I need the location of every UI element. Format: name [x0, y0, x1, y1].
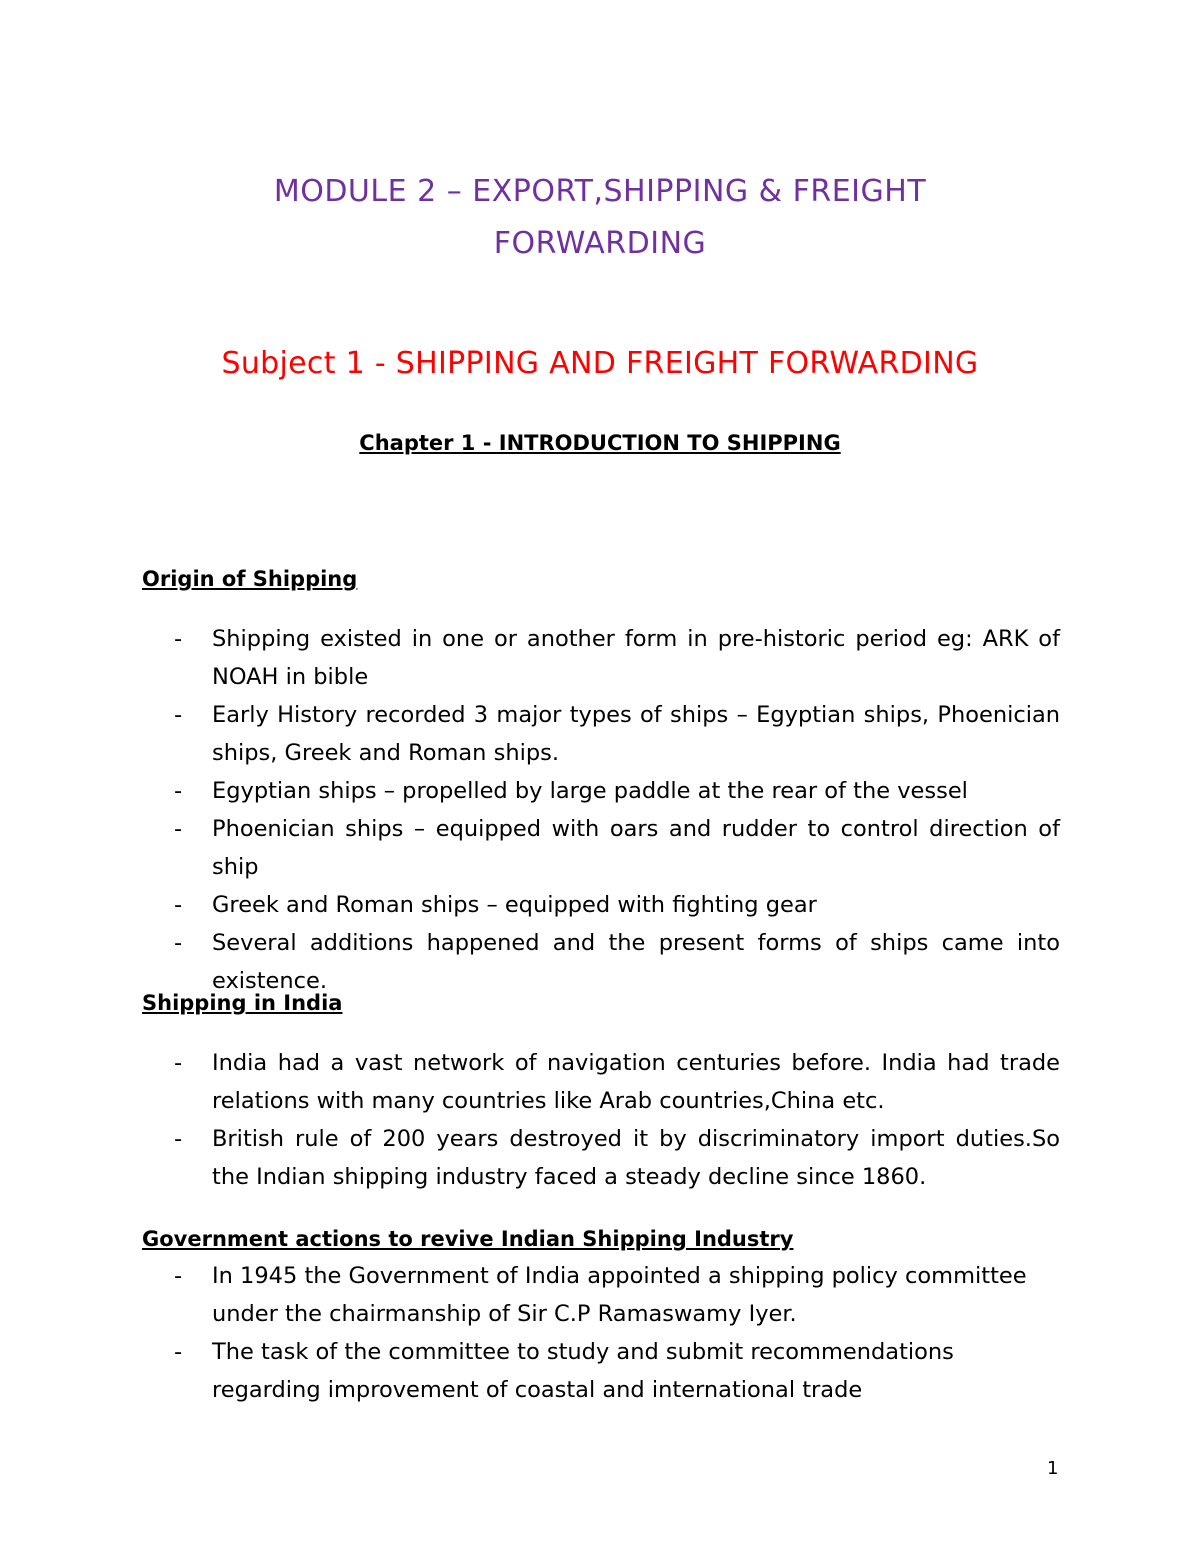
bullet-marker: -: [174, 816, 183, 842]
bullet-marker: -: [174, 778, 183, 804]
list-item-text: British rule of 200 years destroyed it by discriminatory import duties.So the Indian shipping industry faced a steady decline since 1860.: [212, 1126, 1060, 1190]
bullet-list-origin-of-shipping: [142, 620, 1060, 1000]
bullet-marker: -: [174, 702, 183, 728]
list-item-text: In 1945 the Government of India appointed a shipping policy committee under the chairmanship of Sir C.P Ramaswamy Iyer.: [212, 1263, 1027, 1327]
list-item-text: Egyptian ships – propelled by large paddle at the rear of the vessel: [212, 778, 968, 804]
bullet-marker: -: [174, 1339, 183, 1365]
bullet-list-government-actions: [142, 1257, 1060, 1409]
list-item: [142, 1120, 1060, 1196]
bullet-marker: -: [174, 626, 183, 652]
list-item: [142, 810, 1060, 886]
list-item-text: India had a vast network of navigation centuries before. India had trade relations with many countries like Arab countries,China etc.: [212, 1050, 1060, 1114]
list-item: [142, 620, 1060, 696]
module-title: MODULE 2 – EXPORT,SHIPPING & FREIGHT FORWARDING: [273, 174, 927, 261]
subject-title: Subject 1 - SHIPPING AND FREIGHT FORWARDING: [221, 346, 979, 381]
bullet-marker: -: [174, 1263, 183, 1289]
list-item-text: Greek and Roman ships – equipped with fighting gear: [212, 892, 817, 918]
section-heading-shipping-in-india: Shipping in India: [142, 991, 343, 1015]
list-item-text: The task of the committee to study and submit recommendations regarding improvement of coastal and international trade: [212, 1339, 954, 1403]
list-item: [142, 696, 1060, 772]
bullet-marker: -: [174, 930, 183, 956]
bullet-list-shipping-in-india: [142, 1044, 1060, 1196]
bullet-marker: -: [174, 892, 183, 918]
list-item: [142, 772, 1060, 810]
list-item: [142, 1044, 1060, 1120]
list-item-text: Several additions happened and the present forms of ships came into existence.: [212, 930, 1060, 994]
bullet-marker: -: [174, 1126, 183, 1152]
section-heading-government-actions: Government actions to revive Indian Shipping Industry: [142, 1227, 794, 1251]
list-item: [142, 1333, 1060, 1409]
bullet-marker: -: [174, 1050, 183, 1076]
list-item: [142, 1257, 1060, 1333]
chapter-title: Chapter 1 - INTRODUCTION TO SHIPPING: [359, 431, 841, 455]
list-item: [142, 886, 1060, 924]
list-item-text: Early History recorded 3 major types of ships – Egyptian ships, Phoenician ships, Greek and Roman ships.: [212, 702, 1060, 766]
section-heading-origin-of-shipping: Origin of Shipping: [142, 567, 358, 591]
list-item-text: Phoenician ships – equipped with oars and rudder to control direction of ship: [212, 816, 1060, 880]
page-number: 1: [1047, 1458, 1059, 1479]
list-item-text: Shipping existed in one or another form in pre-historic period eg: ARK of NOAH in bible: [212, 626, 1060, 690]
